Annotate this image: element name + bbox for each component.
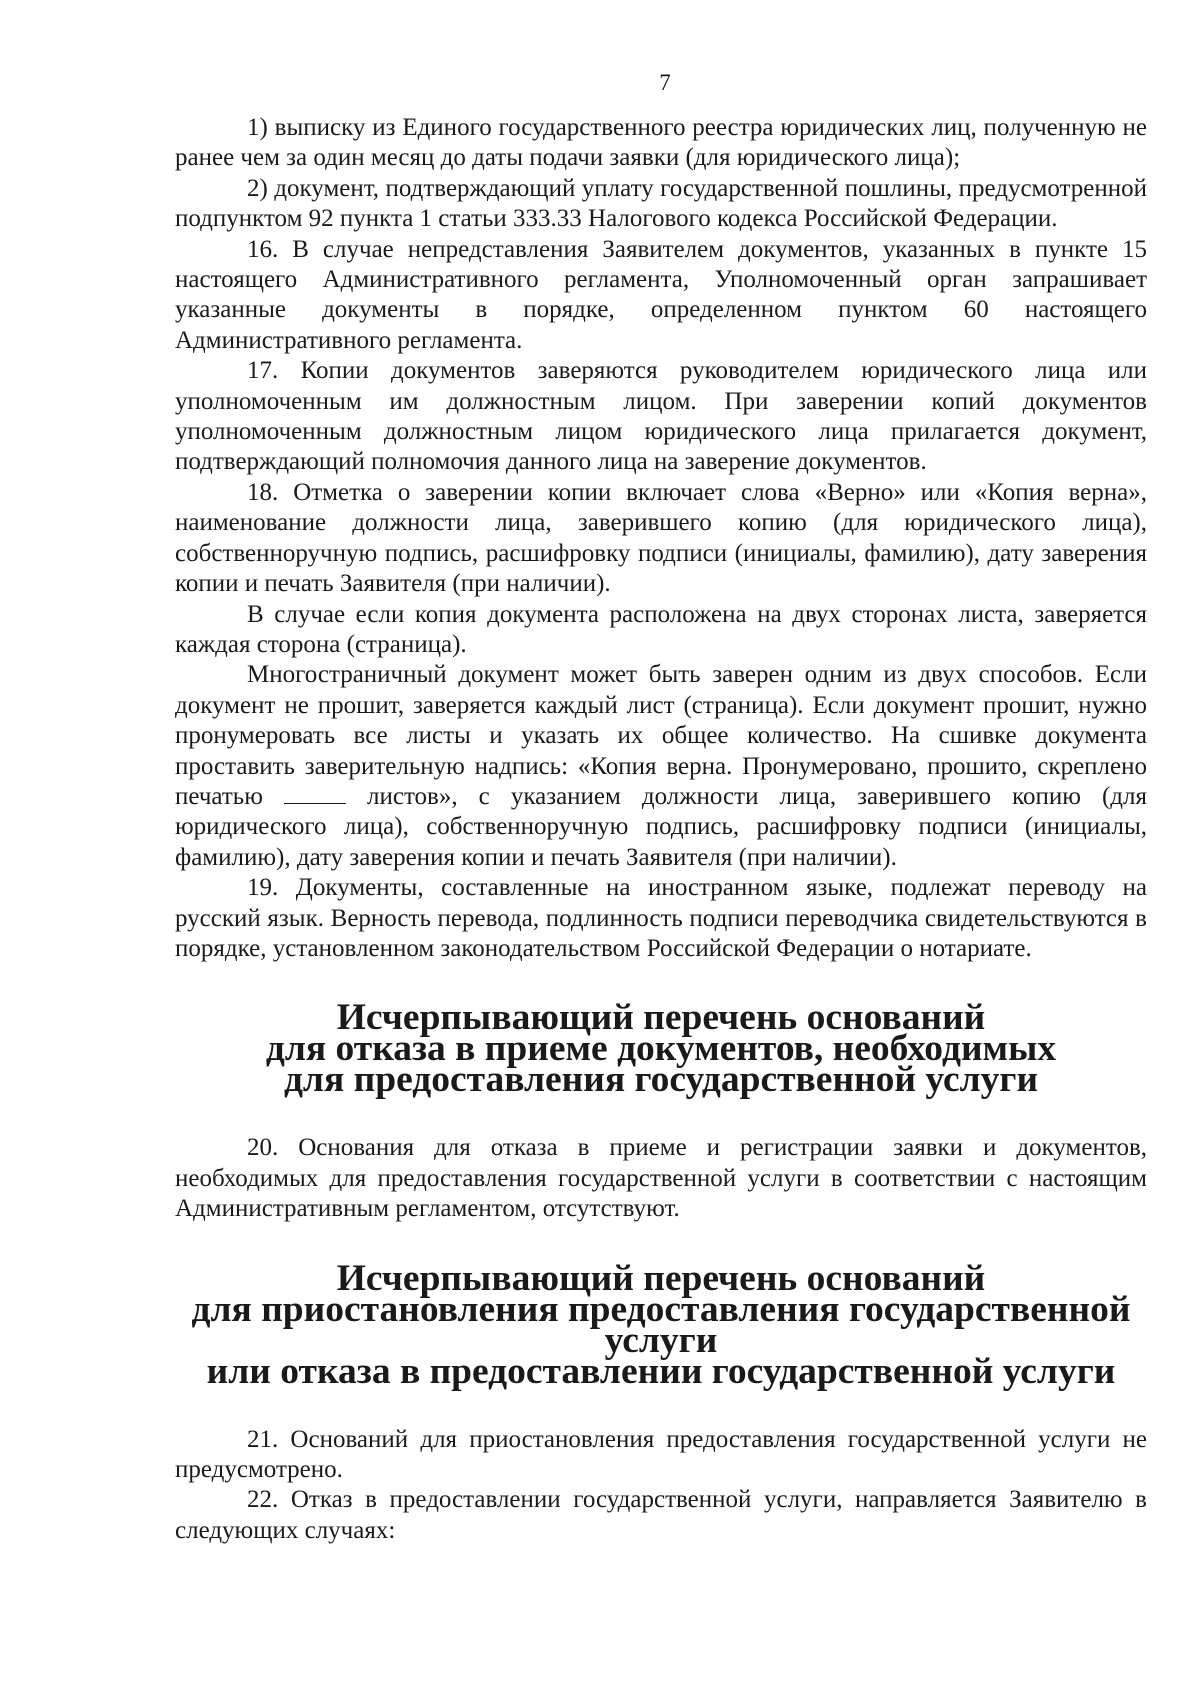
- paragraph-item-2: 2) документ, подтверждающий уплату государственной пошлины, предусмотренной подпунктом 92 пункта 1 статьи 333.33 Налогового кодекса Российской Федерации.: [175, 174, 1147, 233]
- paragraph-item-1: 1) выписку из Единого государственного реестра юридических лиц, полученную не ранее чем за один месяц до даты подачи заявки (для юридического лица);: [175, 114, 1147, 172]
- document-body: [175, 113, 1147, 1546]
- multipage-text-after: листов», с указанием должности лица, заверившего копию (для юридического лица), собственноручную подпись, расшифровку подписи (инициалы, фамилию), дату заверения копии и печать Заявителя (при наличии).: [175, 782, 1147, 871]
- heading-line: или отказа в предоставлении государственной услуги: [206, 1350, 1116, 1392]
- heading-line: для предоставления государственной услуги: [283, 1059, 1039, 1101]
- multipage-text-before: Многостраничный документ может быть заверен одним из двух способов. Если документ не прошит, заверяется каждый лист (страница). Если документ прошит, нужно пронумеровать все листы и указать их общее количество. На сшивке документа проставить заверительную надпись: «Копия верна. Пронумеровано, прошито, скреплено печатью: [175, 661, 1147, 810]
- paragraph-20: 20. Основания для отказа в приеме и регистрации заявки и документов, необходимых для предоставления государственной услуги в соответствии с настоящим Административным регламентом, отсутствуют.: [175, 1134, 1147, 1223]
- paragraph-18: 18. Отметка о заверении копии включает слова «Верно» или «Копия верна», наименование должности лица, заверившего копию (для юридического лица), собственноручную подпись, расшифровку подписи (инициалы, фамилию), дату заверения копии и печать Заявителя (при наличии).: [175, 478, 1147, 598]
- paragraph-21: 21. Оснований для приостановления предоставления государственной услуги не предусмотрено.: [175, 1425, 1147, 1483]
- page-number: 7: [659, 70, 671, 95]
- blank-field-line: [284, 785, 346, 804]
- heading-line: Исчерпывающий перечень оснований: [336, 1257, 986, 1299]
- paragraph-17: 17. Копии документов заверяются руководителем юридического лица или уполномоченным им должностным лицом. При заверении копий документов уполномоченным должностным лицом юридического лица прилагается документ, подтверждающий полномочия данного лица на заверение документов.: [175, 357, 1147, 476]
- heading-line: для приостановления предоставления государственной услуги: [191, 1288, 1131, 1361]
- paragraph-19: 19. Документы, составленные на иностранном языке, подлежат переводу на русский язык. Верность перевода, подлинность подписи переводчика свидетельствуются в порядке, установленном законодательством Российской Федерации о нотариате.: [175, 874, 1147, 962]
- paragraph-multipage: [175, 660, 1147, 873]
- heading-line: для отказа в приеме документов, необходимых: [265, 1028, 1057, 1070]
- paragraph-two-sided-copy: В случае если копия документа расположена на двух сторонах листа, заверяется каждая сторона (страница).: [175, 600, 1147, 658]
- paragraph-22: 22. Отказ в предоставлении государственной услуги, направляется Заявителю в следующих случаях:: [175, 1486, 1147, 1544]
- section-heading-suspension-refusal: [175, 1257, 1147, 1392]
- paragraph-16: 16. В случае непредставления Заявителем документов, указанных в пункте 15 настоящего Административного регламента, Уполномоченный орган запрашивает указанные документы в порядке, определенном пунктом 60 настоящего Административного регламента.: [175, 235, 1147, 354]
- section-heading-refusal-acceptance: [175, 997, 1147, 1101]
- heading-line: Исчерпывающий перечень оснований: [336, 997, 986, 1039]
